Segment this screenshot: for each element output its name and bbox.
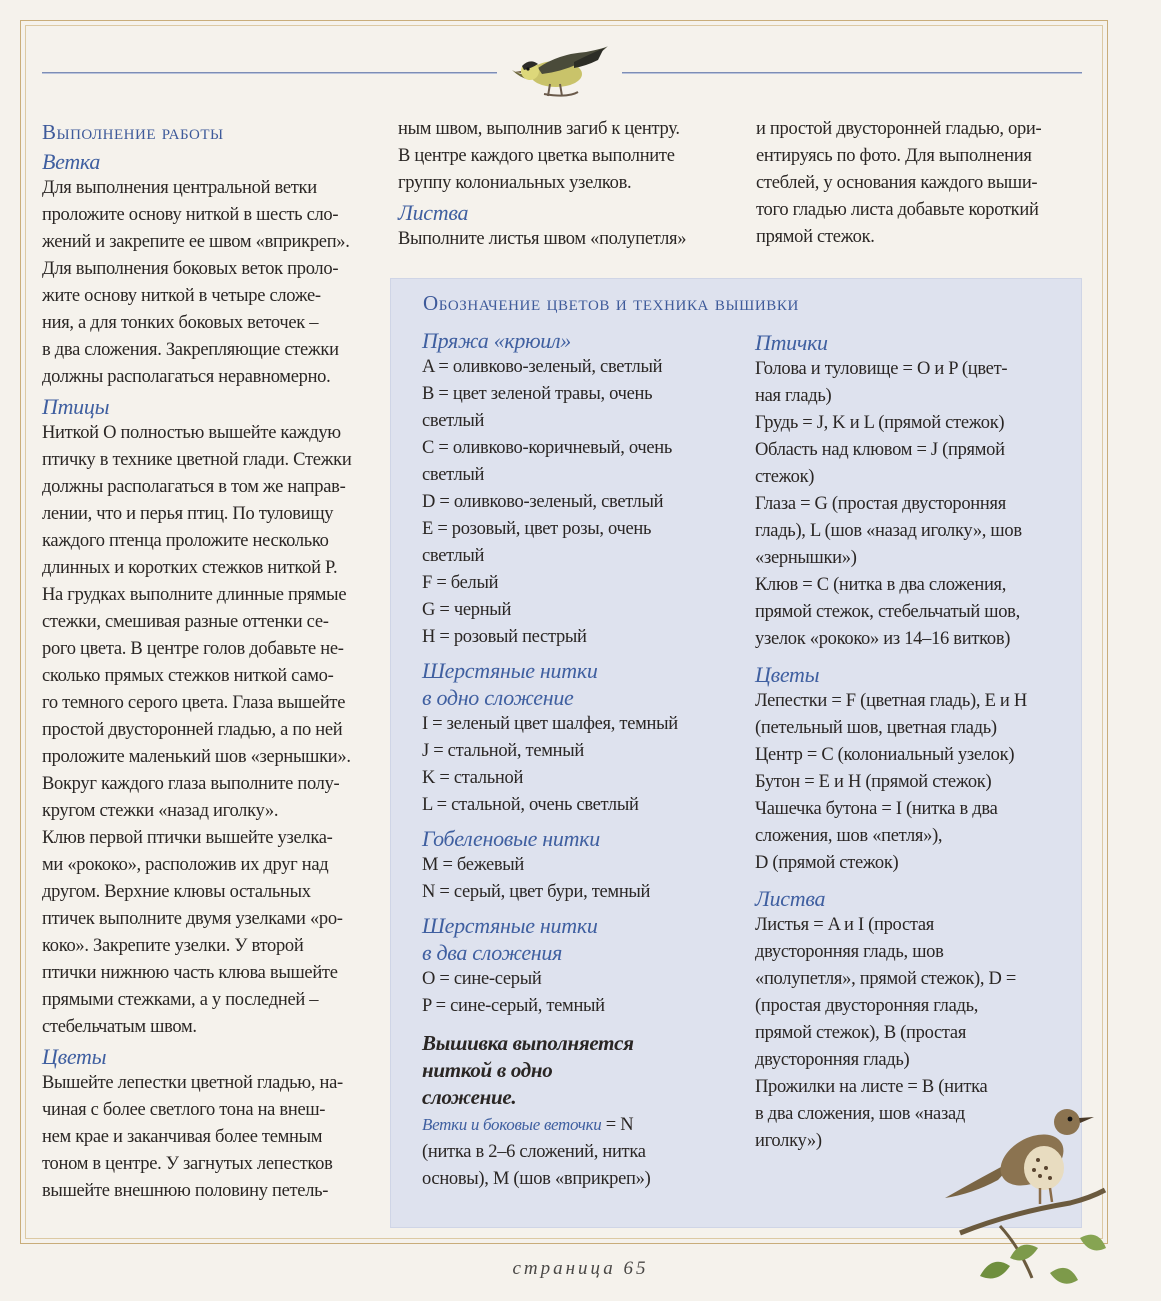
text-line: жите основу ниткой в четыре сложе- [42, 286, 321, 306]
key-line: Лепестки = F (цветная гладь), E и H [755, 691, 1027, 711]
text-line: тоном в центре. У загнутых лепестков [42, 1154, 333, 1174]
subhead-key-birds: Птички [755, 330, 828, 355]
text-line: прямой стежок. [756, 227, 875, 247]
color-key-box [390, 278, 1082, 1228]
text-line: ентируясь по фото. Для выполнения [756, 146, 1032, 166]
text-line: группу колониальных узелков. [398, 173, 632, 193]
single-strand-note [422, 1030, 752, 1111]
key-line: светлый [422, 411, 485, 431]
key-line: гладь), L (шов «назад иголку», шов [755, 521, 1022, 541]
subhead-flowers: Цветы [42, 1044, 107, 1069]
text-line: проложите маленький шов «зернышки». [42, 747, 351, 767]
text-line: нем крае и заканчивая более темным [42, 1127, 323, 1147]
instructions-column-3 [756, 116, 1086, 251]
key-line: (нитка в 2–6 сложений, нитка [422, 1142, 646, 1162]
text-line: стежки, смешивая разные оттенки се- [42, 612, 329, 632]
text-line: того гладью листа добавьте короткий [756, 200, 1039, 220]
key-line: ная гладь) [755, 386, 832, 406]
text-line: Вокруг каждого глаза выполните полу- [42, 774, 340, 794]
page-number: страница 65 [512, 1258, 649, 1279]
key-line: N = серый, цвет бури, темный [422, 882, 651, 902]
subhead-birds: Птицы [42, 394, 110, 419]
key-line: (простая двусторонняя гладь, [755, 996, 979, 1016]
text-line: кругом стежки «назад иголку». [42, 801, 279, 821]
text-line: ми «рококо», расположив их друг над [42, 855, 329, 875]
text-line: Вышейте лепестки цветной гладью, на- [42, 1073, 343, 1093]
key-line: Область над клювом = J (прямой [755, 440, 1005, 460]
key-line: Бутон = E и H (прямой стежок) [755, 772, 992, 792]
key-line: Голова и туловище = O и P (цвет- [755, 359, 1008, 379]
key-line: (петельный шов, цветная гладь) [755, 718, 997, 738]
text-line: В центре каждого цветка выполните [398, 146, 675, 166]
key-line: K = стальной [422, 768, 524, 788]
key-column-right [755, 329, 1065, 1155]
text-line: лении, что и перья птиц. По туловищу [42, 504, 334, 524]
text-line: другом. Верхние клювы остальных [42, 882, 311, 902]
key-line: L = стальной, очень светлый [422, 795, 639, 815]
text-line: Выполните листья швом «полупетля» [398, 229, 687, 249]
key-line: прямой стежок, стебельчатый шов, [755, 602, 1020, 622]
bird-ornament-icon [508, 44, 614, 106]
key-line: основы), M (шов «вприкреп») [422, 1169, 651, 1189]
key-line: J = стальной, темный [422, 741, 584, 761]
text-line: прямыми стежками, а у последней – [42, 990, 319, 1010]
subhead-wool-double [422, 912, 752, 966]
key-line: M = бежевый [422, 855, 525, 875]
note-line: сложение. [422, 1085, 517, 1109]
key-line: светлый [422, 465, 485, 485]
key-line: A = оливково-зеленый, светлый [422, 357, 663, 377]
key-line: Прожилки на листе = B (нитка [755, 1077, 988, 1097]
key-line: O = сине-серый [422, 969, 542, 989]
key-line: B = цвет зеленой травы, очень [422, 384, 653, 404]
subhead-key-flowers: Цветы [755, 662, 820, 687]
subhead-wool-single [422, 657, 752, 711]
instructions-column-2 [398, 116, 728, 253]
text-line: и простой двусторонней гладью, ори- [756, 119, 1042, 139]
text-line: сколько прямых стежков ниткой само- [42, 666, 334, 686]
text-line: чиная с более светлого тона на внеш- [42, 1100, 326, 1120]
key-line: Клюв = C (нитка в два сложения, [755, 575, 1007, 595]
text-line: должны располагаться в том же направ- [42, 477, 346, 497]
key-line: иголку») [755, 1131, 822, 1151]
text-line: Клюв первой птички вышейте узелка- [42, 828, 333, 848]
text-line: Для выполнения боковых веток проло- [42, 259, 339, 279]
header-rule-left [42, 72, 497, 74]
text-line: птичек выполните двумя узелками «ро- [42, 909, 343, 929]
key-line: в два сложения, шов «назад [755, 1104, 965, 1124]
branches-line [422, 1111, 752, 1139]
text-line: ния, а для тонких боковых веточек – [42, 313, 319, 333]
text-line: длинных и коротких стежков ниткой P. [42, 558, 338, 578]
subhead-crewel: Пряжа «крюил» [422, 328, 571, 353]
birds-text [42, 420, 382, 1041]
text-line: рого цвета. В центре голов добавьте не- [42, 639, 344, 659]
section-title: Выполнение работы [42, 120, 224, 144]
key-line: Глаза = G (простая двусторонняя [755, 494, 1006, 514]
subhead-line: Шерстяные нитки [422, 913, 598, 938]
key-line: светлый [422, 546, 485, 566]
text-line: ным швом, выполнив загиб к центру. [398, 119, 680, 139]
key-column-left [422, 327, 752, 1193]
key-line: C = оливково-коричневый, очень [422, 438, 673, 458]
key-line: D = оливково-зеленый, светлый [422, 492, 664, 512]
key-line: «зернышки») [755, 548, 857, 568]
text-line: каждого птенца проложите несколько [42, 531, 329, 551]
key-line: двусторонняя гладь, шов [755, 942, 944, 962]
text-line: Ниткой O полностью вышейте каждую [42, 423, 341, 443]
subhead-line: Шерстяные нитки [422, 658, 598, 683]
flowers-text [42, 1070, 382, 1205]
text-line: На грудках выполните длинные прямые [42, 585, 347, 605]
key-line: «полупетля», прямой стежок), D = [755, 969, 1017, 989]
subhead-branch: Ветка [42, 149, 101, 174]
branch-text [42, 175, 382, 391]
text-line: птичку в технике цветной глади. Стежки [42, 450, 352, 470]
key-line: стежок) [755, 467, 815, 487]
text-line: стебельчатым швом. [42, 1017, 197, 1037]
key-line: E = розовый, цвет розы, очень [422, 519, 652, 539]
key-line: H = розовый пестрый [422, 627, 587, 647]
key-line: прямой стежок), B (простая [755, 1023, 967, 1043]
subhead-key-leaves: Листва [755, 886, 826, 911]
key-line: сложения, шов «петля»), [755, 826, 943, 846]
branches-rest: = N [601, 1115, 634, 1135]
text-line: вышейте внешнюю половину петель- [42, 1181, 329, 1201]
text-line: птички нижнюю часть клюва вышейте [42, 963, 338, 983]
key-line: Листья = A и I (простая [755, 915, 935, 935]
text-line: го темного серого цвета. Глаза вышейте [42, 693, 346, 713]
instructions-column-1 [42, 118, 382, 1205]
key-box-title: Обозначение цветов и техника вышивки [423, 291, 799, 315]
key-line: P = сине-серый, темный [422, 996, 605, 1016]
key-line: D (прямой стежок) [755, 853, 899, 873]
text-line: стеблей, у основания каждого выши- [756, 173, 1038, 193]
subhead-leaves: Листва [398, 200, 469, 225]
branches-label: Ветки и боковые веточки [422, 1115, 602, 1134]
text-line: простой двусторонней гладью, а по ней [42, 720, 343, 740]
header-rule-right [622, 72, 1082, 74]
key-line: Грудь = J, K и L (прямой стежок) [755, 413, 1005, 433]
subhead-line: в одно сложение [422, 685, 574, 710]
text-line: должны располагаться неравномерно. [42, 367, 331, 387]
key-line: узелок «рококо» из 14–16 витков) [755, 629, 1011, 649]
note-line: ниткой в одно [422, 1058, 553, 1082]
text-line: в два сложения. Закрепляющие стежки [42, 340, 339, 360]
subhead-tapestry: Гобеленовые нитки [422, 826, 600, 851]
note-line: Вышивка выполняется [422, 1031, 634, 1055]
key-line: двусторонняя гладь) [755, 1050, 910, 1070]
text-line: Для выполнения центральной ветки [42, 178, 317, 198]
subhead-line: в два сложения [422, 940, 563, 965]
text-line: жений и закрепите ее швом «вприкреп». [42, 232, 350, 252]
key-line: F = белый [422, 573, 499, 593]
key-line: Чашечка бутона = I (нитка в два [755, 799, 998, 819]
text-line: проложите основу ниткой в шесть сло- [42, 205, 339, 225]
key-line: Центр = C (колониальный узелок) [755, 745, 1015, 765]
key-line: G = черный [422, 600, 512, 620]
text-line: коко». Закрепите узелки. У второй [42, 936, 304, 956]
key-line: I = зеленый цвет шалфея, темный [422, 714, 678, 734]
